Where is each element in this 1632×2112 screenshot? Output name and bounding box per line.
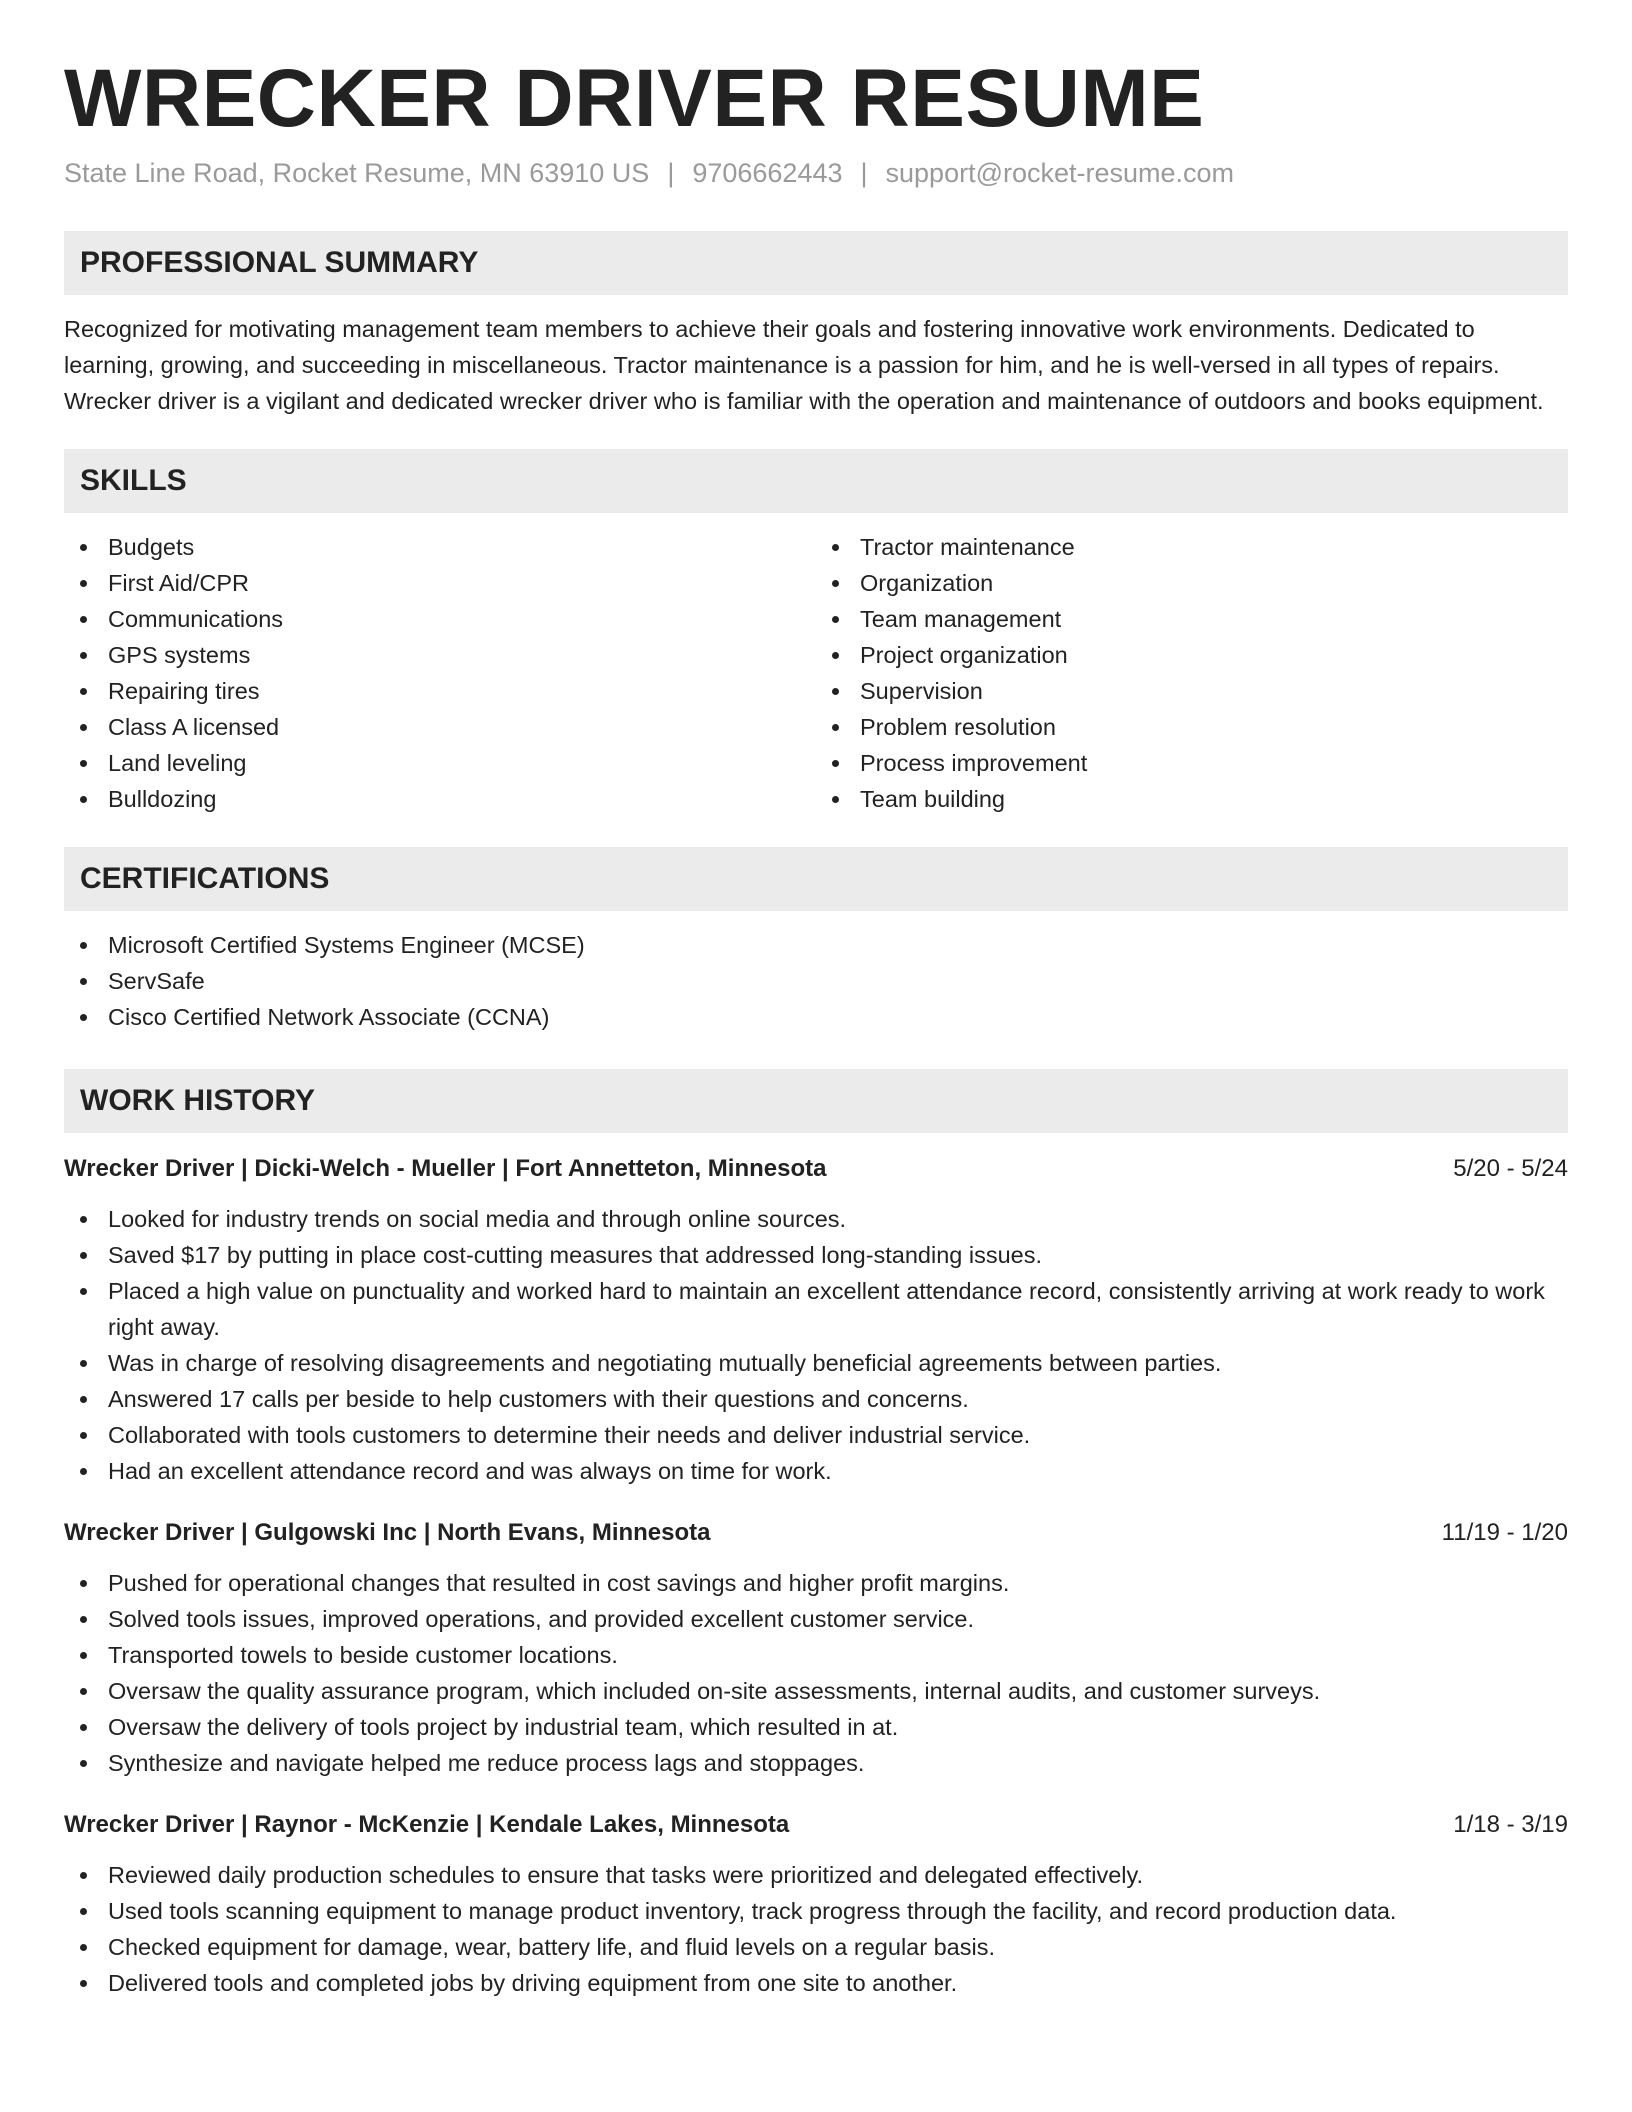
work-history-heading: WORK HISTORY — [64, 1069, 1568, 1133]
job-bullets — [64, 1857, 1568, 2001]
skill-item: Process improvement — [816, 745, 1568, 781]
skill-item: Organization — [816, 565, 1568, 601]
skill-item: Project organization — [816, 637, 1568, 673]
job-bullet: Synthesize and navigate helped me reduce process lags and stoppages. — [64, 1745, 1568, 1781]
resume-title: WRECKER DRIVER RESUME — [64, 53, 1205, 144]
job-bullet: Answered 17 calls per beside to help customers with their questions and concerns. — [64, 1381, 1568, 1417]
job-entry — [64, 1151, 1568, 1489]
skill-item: Supervision — [816, 673, 1568, 709]
skill-item: Budgets — [64, 529, 816, 565]
certification-item: Cisco Certified Network Associate (CCNA) — [64, 999, 1568, 1035]
job-dates: 11/19 - 1/20 — [1441, 1519, 1568, 1547]
job-bullet: Checked equipment for damage, wear, battery life, and fluid levels on a regular basis. — [64, 1929, 1568, 1965]
skills-section — [64, 449, 1568, 817]
job-dates: 5/20 - 5/24 — [1453, 1155, 1568, 1183]
contact-email: support@rocket-resume.com — [885, 158, 1235, 189]
job-bullet: Was in charge of resolving disagreements and negotiating mutually beneficial agreements between parties. — [64, 1345, 1568, 1381]
skill-item: Land leveling — [64, 745, 816, 781]
job-title: Wrecker Driver | Dicki-Welch - Mueller | Fort Annetteton, Minnesota — [64, 1155, 827, 1183]
job-bullet: Collaborated with tools customers to determine their needs and deliver industrial service. — [64, 1417, 1568, 1453]
job-header — [64, 1807, 1568, 1843]
summary-heading: PROFESSIONAL SUMMARY — [64, 231, 1568, 295]
skill-item: First Aid/CPR — [64, 565, 816, 601]
job-bullet: Oversaw the delivery of tools project by industrial team, which resulted in at. — [64, 1709, 1568, 1745]
skills-left-list — [64, 529, 816, 817]
job-title: Wrecker Driver | Gulgowski Inc | North Evans, Minnesota — [64, 1519, 711, 1547]
certification-item: ServSafe — [64, 963, 1568, 999]
job-bullet: Placed a high value on punctuality and worked hard to maintain an excellent attendance record, consistently arriving at work ready to work right away. — [64, 1273, 1568, 1345]
job-entry — [64, 1515, 1568, 1781]
skill-item: Team building — [816, 781, 1568, 817]
certifications-section — [64, 847, 1568, 1035]
skills-heading: SKILLS — [64, 449, 1568, 513]
contact-line — [64, 158, 1568, 189]
job-title: Wrecker Driver | Raynor - McKenzie | Kendale Lakes, Minnesota — [64, 1811, 790, 1839]
job-entry — [64, 1807, 1568, 2001]
job-bullet: Transported towels to beside customer locations. — [64, 1637, 1568, 1673]
job-bullets — [64, 1201, 1568, 1489]
summary-text: Recognized for motivating management team members to achieve their goals and fostering innovative work environments. Dedicated to learning, growing, and succeeding in miscellaneous. Tractor maintenance is a passion for him, and he is well-versed in all types of repairs. Wrecker driver is a vigilant and dedicated wrecker driver who is familiar with the operation and maintenance of outdoors and books equipment. — [64, 316, 1544, 415]
contact-separator: | — [667, 158, 675, 189]
job-bullet: Had an excellent attendance record and was always on time for work. — [64, 1453, 1568, 1489]
contact-address: State Line Road, Rocket Resume, MN 63910 US — [64, 158, 650, 189]
job-dates: 1/18 - 3/19 — [1453, 1811, 1568, 1839]
skill-item: Problem resolution — [816, 709, 1568, 745]
job-header — [64, 1515, 1568, 1551]
job-bullet: Used tools scanning equipment to manage product inventory, track progress through the facility, and record production data. — [64, 1893, 1568, 1929]
work-history-section — [64, 1069, 1568, 2001]
certifications-heading: CERTIFICATIONS — [64, 847, 1568, 911]
skill-item: Class A licensed — [64, 709, 816, 745]
skill-item: Team management — [816, 601, 1568, 637]
skill-item: Communications — [64, 601, 816, 637]
job-bullet: Solved tools issues, improved operations, and provided excellent customer service. — [64, 1601, 1568, 1637]
job-header — [64, 1151, 1568, 1187]
job-bullet: Delivered tools and completed jobs by driving equipment from one site to another. — [64, 1965, 1568, 2001]
job-bullet: Reviewed daily production schedules to ensure that tasks were prioritized and delegated effectively. — [64, 1857, 1568, 1893]
job-bullet: Oversaw the quality assurance program, which included on-site assessments, internal audits, and customer surveys. — [64, 1673, 1568, 1709]
skill-item: GPS systems — [64, 637, 816, 673]
skills-right-list — [816, 529, 1568, 817]
summary-section — [64, 231, 1568, 419]
skill-item: Bulldozing — [64, 781, 816, 817]
skill-item: Tractor maintenance — [816, 529, 1568, 565]
skill-item: Repairing tires — [64, 673, 816, 709]
contact-separator: | — [860, 158, 868, 189]
job-bullet: Pushed for operational changes that resulted in cost savings and higher profit margins. — [64, 1565, 1568, 1601]
certification-item: Microsoft Certified Systems Engineer (MCSE) — [64, 927, 1568, 963]
skills-columns — [64, 529, 1568, 817]
job-bullet: Saved $17 by putting in place cost-cutting measures that addressed long-standing issues. — [64, 1237, 1568, 1273]
contact-phone: 9706662443 — [692, 158, 843, 189]
job-bullet: Looked for industry trends on social media and through online sources. — [64, 1201, 1568, 1237]
job-bullets — [64, 1565, 1568, 1781]
certifications-list — [64, 927, 1568, 1035]
